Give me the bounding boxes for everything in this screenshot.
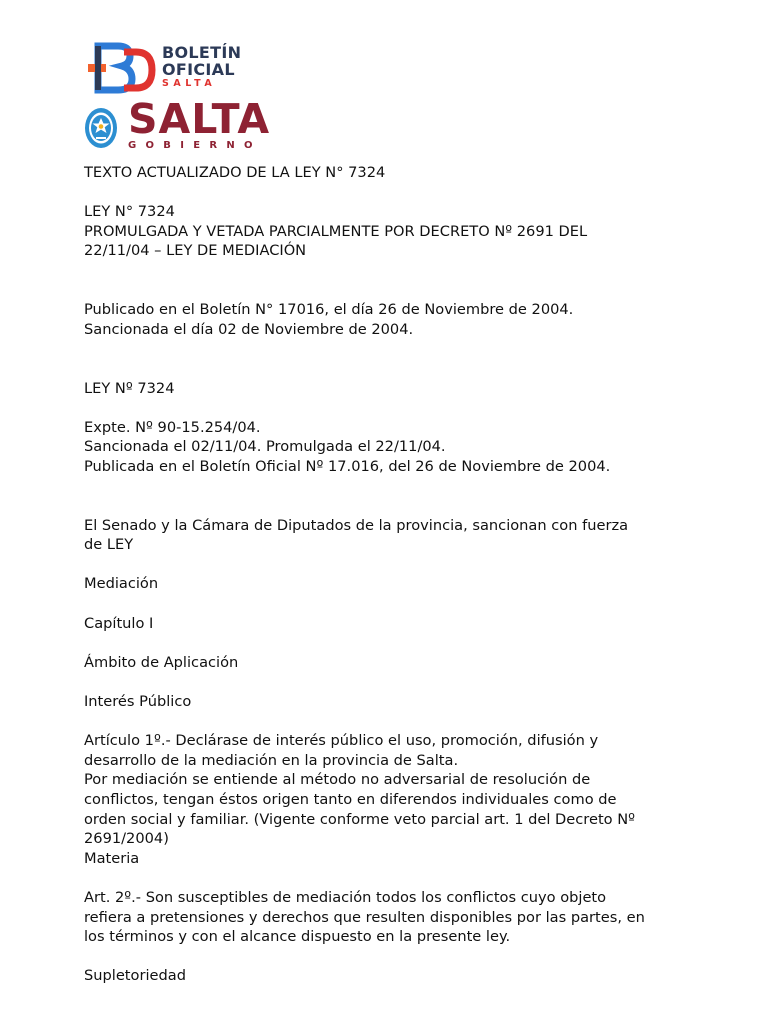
publication-line: Sancionada el día 02 de Noviembre de 2004.	[84, 320, 414, 338]
salta-gobierno-logo	[84, 95, 284, 155]
section-title-materia: Materia	[84, 849, 140, 867]
chapter-title: Ámbito de Aplicación	[84, 653, 239, 671]
law-promulgation-line: 22/11/04 – LEY DE MEDIACIÓN	[84, 242, 307, 260]
section-title-mediacion: Mediación	[84, 575, 159, 593]
salta-wordmark	[128, 97, 270, 151]
article-1-line: Por mediación se entiende al método no adversarial de resolución de	[84, 771, 591, 789]
article-1-line: orden social y familiar. (Vigente conforme veto parcial art. 1 del Decreto Nº	[84, 810, 636, 828]
salta-gobierno: GOBIERNO	[128, 140, 262, 151]
law-promulgation-line: PROMULGADA Y VETADA PARCIALMENTE POR DECRETO Nº 2691 DEL	[84, 222, 588, 240]
document-body	[84, 163, 684, 986]
publication-line: Publicado en el Boletín N° 17016, el día 26 de Noviembre de 2004.	[84, 301, 574, 319]
article-1-line: desarrollo de la mediación en la provincia de Salta.	[84, 751, 459, 769]
enacting-clause-line: de LEY	[84, 536, 134, 554]
article-2-line: los términos y con el alcance dispuesto en la presente ley.	[84, 928, 511, 946]
section-title-supletoriedad: Supletoriedad	[84, 967, 186, 985]
article-1-line: Artículo 1º.- Declárase de interés público el uso, promoción, difusión y	[84, 732, 599, 750]
logo-line-salta: SALTA	[162, 78, 217, 89]
article-1-line: 2691/2004)	[84, 830, 169, 848]
expediente-line: Expte. Nº 90-15.254/04.	[84, 418, 261, 436]
salta-name: SALTA	[128, 95, 271, 143]
chapter-label: Capítulo I	[84, 614, 154, 632]
boletin-oficial-logo	[84, 40, 254, 96]
enacting-clause-line: El Senado y la Cámara de Diputados de la provincia, sancionan con fuerza	[84, 516, 629, 534]
logo-line-oficial: OFICIAL	[162, 60, 235, 79]
document-heading: TEXTO ACTUALIZADO DE LA LEY N° 7324	[84, 164, 386, 181]
article-2-line: Art. 2º.- Son susceptibles de mediación todos los conflictos cuyo objeto	[84, 888, 607, 906]
expediente-line: Publicada en el Boletín Oficial Nº 17.016, del 26 de Noviembre de 2004.	[84, 457, 611, 475]
bo-monogram-icon	[84, 42, 156, 94]
article-1-line: conflictos, tengan éstos origen tanto en diferendos individuales como de	[84, 791, 617, 808]
article-2-line: refiera a pretensiones y derechos que resulten disponibles por las partes, en	[84, 908, 645, 926]
boletin-oficial-wordmark	[162, 44, 241, 90]
section-title-interes: Interés Público	[84, 693, 192, 711]
expediente-line: Sancionada el 02/11/04. Promulgada el 22/11/04.	[84, 438, 446, 456]
law-title-line: LEY N° 7324	[84, 203, 175, 221]
logo-line-boletin: BOLETÍN	[162, 43, 242, 62]
law-number: LEY Nº 7324	[84, 379, 175, 397]
salta-seal-icon	[84, 107, 118, 149]
